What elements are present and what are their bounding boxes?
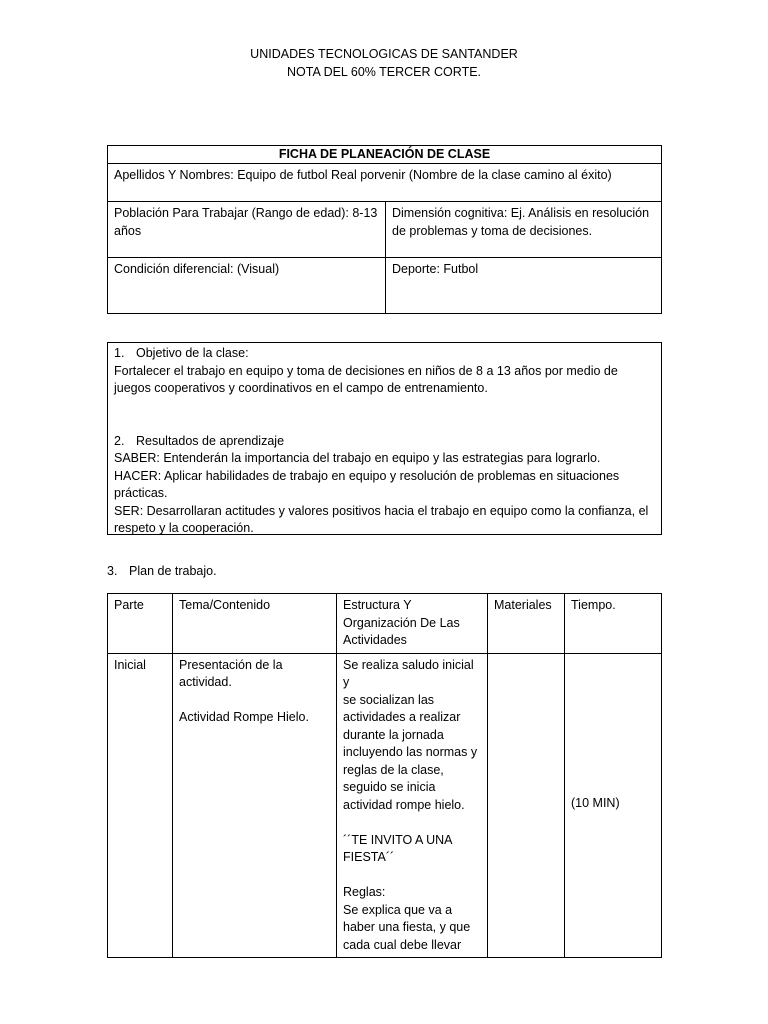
estructura-line: Reglas: — [343, 885, 386, 899]
saber-text: SABER: Entenderán la importancia del trabajo en equipo y las estrategias para lograrlo. — [114, 451, 601, 465]
estructura-line: ´´TE INVITO A UNA — [343, 832, 453, 847]
poblacion-line: años — [114, 223, 142, 238]
row-materiales — [488, 653, 565, 958]
header-tiempo: Tiempo. — [565, 594, 662, 654]
header-parte: Parte — [108, 594, 173, 654]
objetivo-text: Fortalecer el trabajo en equipo y toma de decisiones en niños de 8 a 13 años por medio de — [114, 363, 618, 378]
resultados-title: Resultados de aprendizaje — [136, 433, 285, 448]
tema-line: Presentación de la — [179, 657, 283, 672]
header-materiales: Materiales — [488, 594, 565, 654]
ficha-table — [107, 145, 662, 314]
institution-name: UNIDADES TECNOLOGICAS DE SANTANDER — [250, 47, 518, 61]
estructura-line: seguido se inicia — [343, 780, 436, 794]
plan-title: Plan de trabajo. — [129, 564, 217, 578]
document-subtitle: NOTA DEL 60% TERCER CORTE. — [286, 64, 482, 79]
tema-line: Actividad Rompe Hielo. — [179, 710, 309, 724]
estructura-line: haber una fiesta, y que — [343, 920, 471, 934]
estructura-line: durante la jornada — [343, 727, 444, 742]
document-header — [0, 46, 768, 81]
resultados-heading — [114, 433, 655, 451]
estructura-line: incluyendo las normas y — [343, 745, 478, 759]
tema-line: actividad. — [179, 675, 232, 689]
estructura-line: reglas de la clase, — [343, 762, 444, 777]
plan-header-row — [108, 594, 662, 654]
estructura-line: actividad rompe hielo. — [343, 797, 465, 812]
plan-table — [107, 593, 662, 958]
header-estructura-line: Actividades — [343, 633, 407, 647]
ficha-condicion: Condición diferencial: (Visual) — [108, 258, 386, 314]
poblacion-line: Población Para Trabajar (Rango de edad): 8-13 — [114, 206, 378, 220]
ser-text: SER: Desarrollaran actitudes y valores positivos hacia el trabajo en equipo como la confianza, el — [114, 503, 649, 518]
ficha-deporte: Deporte: Futbol — [386, 258, 662, 314]
estructura-line: se socializan las — [343, 692, 435, 707]
ficha-title: FICHA DE PLANEACIÓN DE CLASE — [108, 146, 662, 164]
estructura-line: FIESTA´´ — [343, 850, 395, 864]
resultados-number: 2. — [114, 433, 125, 448]
plan-heading — [107, 563, 217, 581]
header-estructura-line: Estructura Y — [343, 598, 412, 612]
ficha-nombres: Apellidos Y Nombres: Equipo de futbol Real porvenir (Nombre de la clase camino al éxito) — [108, 164, 662, 202]
ser-text: respeto y la cooperación. — [114, 521, 254, 535]
ficha-poblacion — [108, 202, 386, 258]
estructura-line: Se explica que va a — [343, 902, 453, 917]
estructura-line: Se realiza saludo inicial y — [343, 657, 474, 689]
objetivo-number: 1. — [114, 346, 125, 360]
objetivo-title: Objetivo de la clase: — [136, 346, 249, 360]
dimension-line: de problemas y toma de decisiones. — [392, 223, 593, 238]
row-estructura — [337, 653, 488, 958]
objetivos-box — [107, 342, 662, 535]
header-tema: Tema/Contenido — [173, 594, 337, 654]
table-row — [108, 653, 662, 958]
ficha-dimension — [386, 202, 662, 258]
hacer-text: HACER: Aplicar habilidades de trabajo en equipo y resolución de problemas en situaciones — [114, 468, 620, 483]
dimension-line: Dimensión cognitiva: Ej. Análisis en resolución — [392, 206, 650, 220]
objetivo-text: juegos cooperativos y coordinativos en el campo de entrenamiento. — [114, 381, 488, 395]
estructura-line: actividades a realizar — [343, 710, 461, 724]
row-parte: Inicial — [108, 653, 173, 958]
header-estructura — [337, 594, 488, 654]
objetivo-heading — [114, 345, 655, 363]
row-tiempo: (10 MIN) — [565, 653, 662, 958]
row-tema — [173, 653, 337, 958]
hacer-text: prácticas. — [114, 486, 168, 500]
estructura-line: cada cual debe llevar — [343, 937, 462, 952]
plan-number: 3. — [107, 564, 118, 578]
header-estructura-line: Organización De Las — [343, 615, 460, 630]
